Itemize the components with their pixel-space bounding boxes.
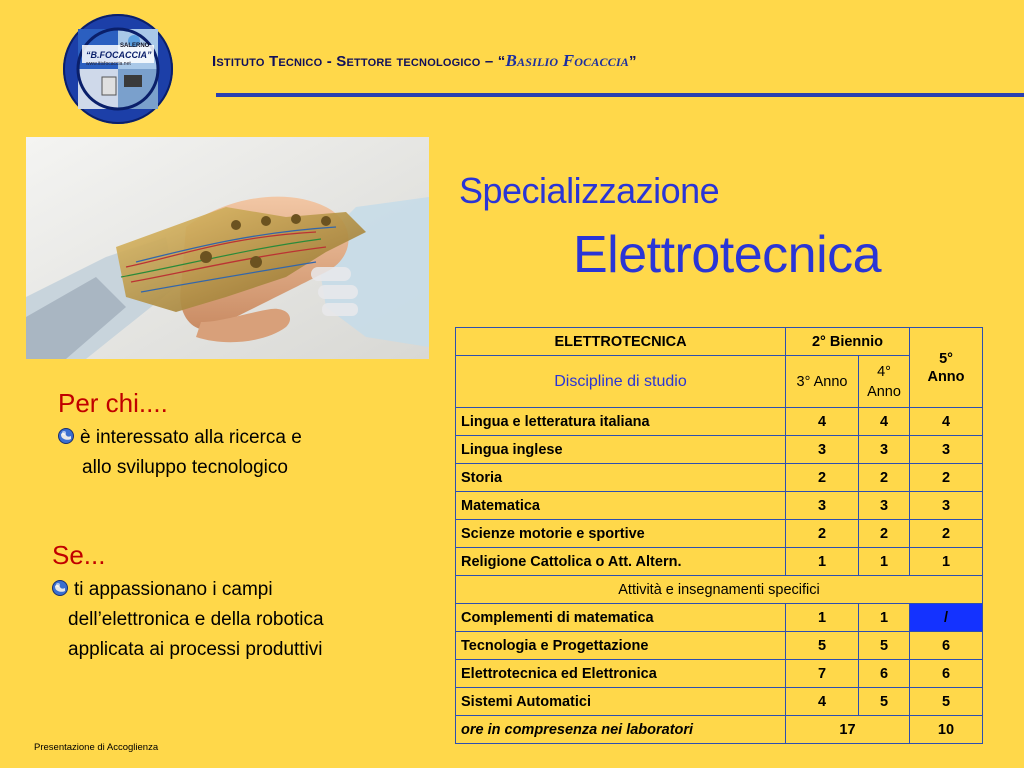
year4-cell: 1 — [859, 548, 910, 576]
year5-cell: 2 — [910, 464, 983, 492]
table-row — [456, 604, 983, 632]
year4-cell: 1 — [859, 604, 910, 632]
quinto-anno: Anno — [927, 368, 965, 385]
curriculum-table — [455, 327, 983, 744]
lab-label-cell: ore in compresenza nei laboratori — [456, 716, 786, 744]
year4-cell: 5 — [859, 688, 910, 716]
year3-cell: 4 — [786, 408, 859, 436]
year3-cell: 7 — [786, 660, 859, 688]
per-chi-line2: allo sviluppo tecnologico — [82, 457, 288, 478]
globe-bullet-icon — [58, 428, 74, 444]
year3-cell: 3 — [786, 436, 859, 464]
table-row — [456, 408, 983, 436]
robot-handshake-photo — [26, 137, 429, 359]
year3-cell: 5 — [786, 632, 859, 660]
year4-cell: 3 — [859, 436, 910, 464]
subject-cell: Tecnologia e Progettazione — [456, 632, 786, 660]
per-chi-heading: Per chi.... — [58, 388, 168, 418]
year5-cell: 2 — [910, 520, 983, 548]
year5-cell: 6 — [910, 632, 983, 660]
table-row — [456, 632, 983, 660]
year3-cell: 1 — [786, 548, 859, 576]
year4-cell: 2 — [859, 520, 910, 548]
se-heading: Se... — [52, 540, 106, 570]
specific-section-row — [456, 576, 983, 604]
subject-cell: Elettrotecnica ed Elettronica — [456, 660, 786, 688]
specialization-name: Elettrotecnica — [573, 226, 882, 284]
year4-cell: 4 — [859, 408, 910, 436]
se-line1 — [52, 579, 273, 601]
year4-header-cell — [859, 356, 910, 408]
header-title-quoted: Basilio Focaccia — [505, 51, 630, 70]
biennio-header-cell: 2° Biennio — [786, 328, 910, 356]
year4-cell: 2 — [859, 464, 910, 492]
logo-ring-text-top: SALERNO — [120, 43, 150, 49]
year3-cell: 3 — [786, 492, 859, 520]
lab-hours-row — [456, 716, 983, 744]
header-title-suffix: ” — [629, 53, 637, 70]
specialization-label: Specializzazione — [459, 170, 720, 211]
logo-ring-text-url: www.itisfocaccia.net — [86, 61, 131, 67]
subject-cell: Lingua e letteratura italiana — [456, 408, 786, 436]
specific-label-cell: Attività e insegnamenti specifici — [456, 576, 983, 604]
table-row — [456, 660, 983, 688]
subject-cell: Scienze motorie e sportive — [456, 520, 786, 548]
table-row — [456, 492, 983, 520]
year4-num: 4° — [877, 363, 891, 380]
year5-cell: 4 — [910, 408, 983, 436]
year4-anno: Anno — [867, 383, 901, 400]
per-chi-line1-text: è interessato alla ricerca e — [80, 427, 302, 448]
subject-cell: Storia — [456, 464, 786, 492]
table-subheader-row — [456, 356, 983, 408]
se-line1-text: ti appassionano i campi — [74, 579, 273, 600]
year5-cell: 3 — [910, 436, 983, 464]
per-chi-line1 — [58, 427, 302, 449]
year3-cell: 2 — [786, 520, 859, 548]
discipline-label-cell: Discipline di studio — [456, 356, 786, 408]
quinto-anno-header-cell — [910, 328, 983, 408]
lab-biennio-cell: 17 — [786, 716, 910, 744]
table-row — [456, 520, 983, 548]
school-logo — [62, 13, 174, 125]
logo-ring-text-name: “B.FOCACCIA” — [86, 50, 152, 60]
table-row — [456, 464, 983, 492]
year3-cell: 4 — [786, 688, 859, 716]
year5-cell: 1 — [910, 548, 983, 576]
footer-text: Presentazione di Accoglienza — [34, 742, 159, 753]
table-header-row — [456, 328, 983, 356]
lab-quinto-cell: 10 — [910, 716, 983, 744]
header-divider — [216, 93, 1024, 97]
subject-cell: Matematica — [456, 492, 786, 520]
year5-cell: 3 — [910, 492, 983, 520]
year4-cell: 3 — [859, 492, 910, 520]
quinto-num: 5° — [939, 350, 953, 367]
subject-cell: Lingua inglese — [456, 436, 786, 464]
table-title-cell: ELETTROTECNICA — [456, 328, 786, 356]
table-row — [456, 688, 983, 716]
se-line3: applicata ai processi produttivi — [68, 639, 323, 660]
header-title — [212, 51, 637, 71]
year3-header-cell: 3° Anno — [786, 356, 859, 408]
year5-cell-highlighted: / — [910, 604, 983, 632]
header-title-prefix: Istituto Tecnico - Settore tecnologico – “ — [212, 53, 506, 70]
year4-cell: 6 — [859, 660, 910, 688]
table-row — [456, 436, 983, 464]
subject-cell: Complementi di matematica — [456, 604, 786, 632]
year5-cell: 6 — [910, 660, 983, 688]
se-line2: dell’elettronica e della robotica — [68, 609, 324, 630]
table-row — [456, 548, 983, 576]
year5-cell: 5 — [910, 688, 983, 716]
year3-cell: 1 — [786, 604, 859, 632]
year4-cell: 5 — [859, 632, 910, 660]
subject-cell: Religione Cattolica o Att. Altern. — [456, 548, 786, 576]
subject-cell: Sistemi Automatici — [456, 688, 786, 716]
year3-cell: 2 — [786, 464, 859, 492]
globe-bullet-icon — [52, 580, 68, 596]
